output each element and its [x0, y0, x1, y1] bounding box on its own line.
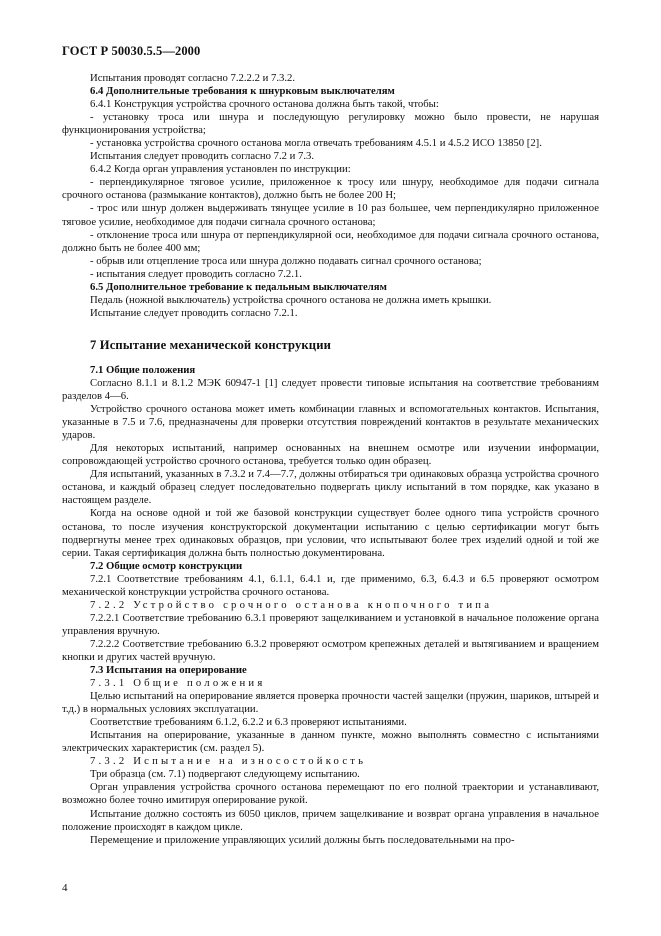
- paragraph: Педаль (ножной выключатель) устройства срочного останова не должна иметь крышки.: [90, 293, 492, 306]
- paragraph: 6.4.2 Когда орган управления установлен по инструкции:: [90, 163, 351, 176]
- document-body: [62, 72, 599, 847]
- paragraph: Испытание следует проводить согласно 7.2.1.: [90, 306, 298, 319]
- document-header: ГОСТ Р 50030.5.5—2000: [62, 44, 201, 58]
- section-heading: 7 Испытание механической конструкции: [90, 337, 332, 352]
- paragraph: Испытания проводят согласно 7.2.2.2 и 7.3.2.: [90, 72, 296, 84]
- paragraph: Согласно 8.1.1 и 8.1.2 МЭК 60947-1 [1] следует провести типовые испытания на соответствие требованиям разделов 4—6.: [62, 376, 599, 403]
- paragraph: Устройство срочного останова может иметь комбинации главных и вспомогательных контактов. Испытания, указанные в 7.5 и 7.6, предназначены для проверки отсутствия повреждений контактов в результате механических ударов.: [62, 403, 599, 442]
- paragraph: Перемещение и приложение управляющих усилий должны быть последовательными на про-: [90, 833, 515, 846]
- paragraph: Соответствие требованиям 6.1.2, 6.2.2 и 6.3 проверяют испытаниями.: [90, 716, 407, 729]
- paragraph: 7.2.2.2 Соответствие требованию 6.3.2 проверяют осмотром крепежных деталей и вытягиванием и вращением кнопки и других частей вручную.: [62, 637, 599, 663]
- paragraph: - установка устройства срочного останова могла отвечать требованиям 4.5.1 и 4.5.2 ИСО 13850 [2].: [90, 137, 542, 150]
- subsection-heading: 6.5 Дополнительное требование к педальным выключателям: [90, 280, 387, 293]
- paragraph: Орган управления устройства срочного останова перемещают по его полной траектории и устанавливают, возможно более точно имитируя оперирование рукой.: [62, 781, 599, 807]
- clause-heading: 7.3.2 Испытание на износостойкость: [90, 755, 367, 768]
- paragraph: Испытания на оперирование, указанные в данном пункте, можно выполнять совместно с испытаниями электрических характеристик (см. раздел 5).: [62, 729, 599, 755]
- subsection-heading: 7.1 Общие положения: [90, 363, 196, 376]
- paragraph: - обрыв или отцепление троса или шнура должно подавать сигнал срочного останова;: [90, 254, 482, 267]
- clause-heading: 7.2.2 Устройство срочного останова кнопочного типа: [90, 598, 493, 611]
- paragraph: 7.2.2.1 Соответствие требованию 6.3.1 проверяют защелкиванием и установкой в начальное положение органа управления вручную.: [62, 611, 599, 637]
- paragraph: Для некоторых испытаний, например основанных на внешнем осмотре или изучении информации, сопровождающей устройство срочного останова, требуется только один образец.: [62, 442, 599, 468]
- paragraph: - трос или шнур должен выдерживать тянущее усилие в 10 раз большее, чем перпендикулярно приложенное тяговое усилие, необходимое для подачи сигнала срочного останова;: [62, 202, 599, 228]
- paragraph: Испытание должно состоять из 6050 циклов, причем защелкивание и возврат органа управления в начальное положение происходят в каждом цикле.: [62, 807, 599, 833]
- paragraph: Целью испытаний на оперирование является проверка прочности частей защелки (пружин, шариков, штырей и т.д.) в нормальных условиях эксплуатации.: [62, 690, 599, 716]
- paragraph: - перпендикулярное тяговое усилие, приложенное к тросу или шнуру, необходимое для подачи сигнала срочного останова (размыкание контактов), должно быть не более 200 Н;: [62, 176, 599, 202]
- paragraph: - отклонение троса или шнура от перпендикулярной оси, необходимое для подачи сигнала срочного останова, должно быть не более 400 мм;: [62, 228, 599, 254]
- page-number: 4: [62, 882, 68, 894]
- paragraph: Для испытаний, указанных в 7.3.2 и 7.4—7.7, должны отбираться три одинаковых образца устройства срочного останова, и каждый образец следует последовательно подвергать циклу испытаний в том порядке, как указано в настоящем разделе.: [62, 468, 599, 507]
- paragraph: 6.4.1 Конструкция устройства срочного останова должна быть такой, чтобы:: [90, 98, 439, 111]
- clause-heading: 7.3.1 Общие положения: [90, 677, 266, 690]
- subsection-heading: 7.2 Общие осмотр конструкции: [90, 559, 243, 572]
- paragraph: Испытания следует проводить согласно 7.2 и 7.3.: [90, 150, 315, 163]
- subsection-heading: 7.3 Испытания на оперирование: [90, 664, 247, 677]
- paragraph: Три образца (см. 7.1) подвергают следующему испытанию.: [90, 768, 360, 781]
- paragraph: 7.2.1 Соответствие требованиям 4.1, 6.1.1, 6.4.1 и, где применимо, 6.3, 6.4.3 и 6.5 проверяют осмотром механической конструкции устройства срочного останова.: [62, 572, 599, 598]
- paragraph: Когда на основе одной и той же базовой конструкции существует более одного типа устройств срочного останова, то после изучения конструкторской документации испытанию с целью сертификации могут быть подвергнуты менее трех одинаковых образцов, при условии, что испытывают более трех изделий одной и той же серии. Такая сертификация должна быть полностью документирована.: [62, 507, 599, 559]
- paragraph: - испытания следует проводить согласно 7.2.1.: [90, 267, 302, 280]
- paragraph: - установку троса или шнура и последующую регулировку можно было провести, не нарушая функционирования устройства;: [62, 111, 599, 137]
- subsection-heading: 6.4 Дополнительные требования к шнурковым выключателям: [90, 85, 395, 98]
